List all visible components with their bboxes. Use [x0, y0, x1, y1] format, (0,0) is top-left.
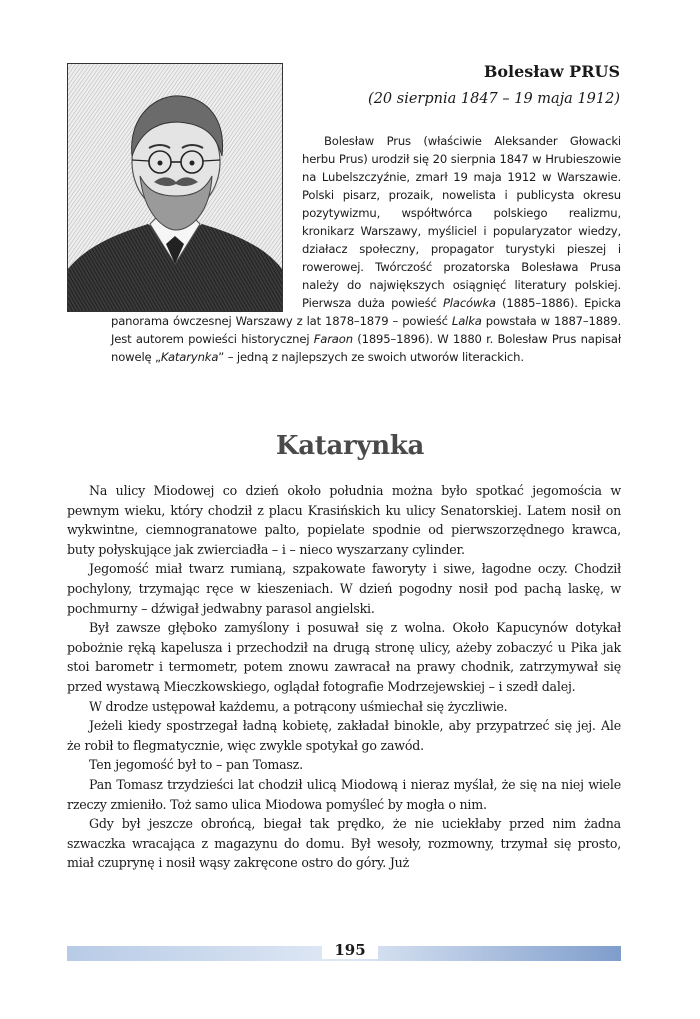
- portrait-wrap-spacer: [111, 132, 302, 312]
- bio-text: (1885–1886). Epicka panorama ówczesnej Warszawy z lat 1878–1879 – powieść: [111, 296, 621, 328]
- bio-title-faraon: Faraon: [313, 332, 353, 346]
- story-paragraph: Był zawsze głęboko zamyślony i posuwał się z wolna. Około Kapucynów dotykał pobożnie ręką kapelusza i przechodził na drugą stronę ulicy, ażeby zobaczyć u Pika jak stoi barometr i termometr, potem znowu zawracał na prawy chodnik, zatrzymywał się przed wystawą Mieczkowskiego, oglądał fotografie Modrzejewskiej – i szedł dalej.: [67, 620, 621, 694]
- story-paragraph: Gdy był jeszcze obrońcą, biegał tak prędko, że nie uciekłaby przed nim żadna szwaczka wracająca z magazynu do domu. Był wesoły, rozmowny, trzymał się prosto, miał czuprynę i nosił wąsy zakręcone ostro do góry. Już: [67, 816, 621, 871]
- story-paragraph: Na ulicy Miodowej co dzień około południa można było spotkać jegomościa w pewnym wieku, który chodził z placu Krasińskich ku ulicy Senatorskiej. Latem nosił on wykwintne, ciemnogranatowe palto, popielate spodnie od pierwszorzędnego krawca, buty połyskujące jak zwierciadła – i – nieco wyszarzany cylinder.: [67, 483, 621, 557]
- author-name: Bolesław PRUS: [483, 62, 620, 81]
- story-paragraph: Pan Tomasz trzydzieści lat chodził ulicą Miodową i nieraz myślał, że się na niej wiele rzeczy zmieniło. Toż samo ulica Miodowa pomyśleć by mogła o nim.: [67, 776, 621, 812]
- author-biography: [111, 132, 621, 366]
- bio-title-katarynka: Katarynka: [160, 350, 219, 364]
- bio-text: (1895–1896). W 1880 r. Bolesław Prus napisał nowelę „: [111, 332, 621, 364]
- story-text: [67, 481, 621, 873]
- bio-text: powstała w 1887–1889. Jest autorem powieści historycznej: [111, 314, 621, 346]
- story-paragraph: Jeżeli kiedy spostrzegał ładną kobietę, zakładał binokle, aby przypatrzeć się jej. Ale że robił to flegmatycznie, więc zwykle spotykał go zawód.: [67, 718, 621, 753]
- bio-title-placowka: Placówka: [442, 296, 496, 310]
- page-number-label: 195: [322, 941, 377, 959]
- author-dates: (20 sierpnia 1847 – 19 maja 1912): [368, 91, 620, 107]
- page-number: [0, 940, 700, 959]
- story-title: Katarynka: [275, 431, 425, 461]
- story-paragraph: Jegomość miał twarz rumianą, szpakowate faworyty i siwe, łagodne oczy. Chodził pochylony, trzymając ręce w kieszeniach. W dzień pogodny nosił pod pachą laskę, w pochmurny – dźwigał jedwabny parasol angielski.: [67, 561, 621, 616]
- bio-title-lalka: Lalka: [451, 314, 482, 328]
- story-paragraph: W drodze ustępował każdemu, a potrącony uśmiechał się życzliwie.: [89, 698, 508, 714]
- story-paragraph: Ten jegomość był to – pan Tomasz.: [89, 757, 303, 773]
- bio-text: ” – jedną z najlepszych ze swoich utworów literackich.: [218, 350, 524, 364]
- bio-text: Bolesław Prus (właściwie Aleksander Głowacki herbu Prus) urodził się 20 sierpnia 1847 w Hrubieszowie na Lubelszczyźnie, zmarł 19 maja 1912 w Warszawie. Polski pisarz, prozaik, nowelista i publicysta okresu pozytywizmu, współtwórca polskiego realizmu, kronikarz Warszawy, myśliciel i popularyzator wiedzy, działacz społeczny, propagator turystyki pieszej i rowerowej. Twórczość prozatorska Bolesława Prusa należy do największych osiągnięć literatury polskiej. Pierwsza duża powieść: [302, 134, 621, 310]
